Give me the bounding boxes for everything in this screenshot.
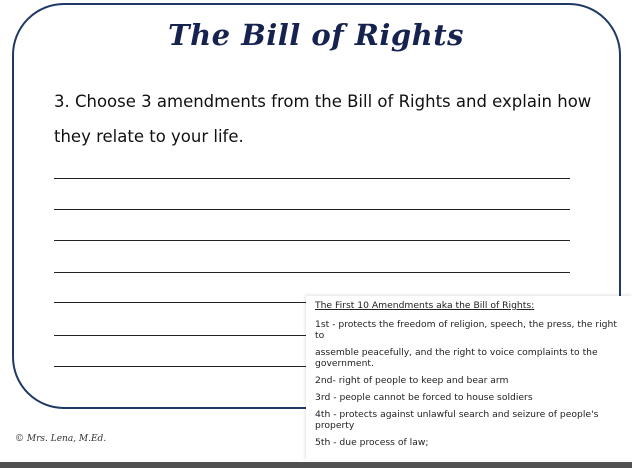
amendment-item: 5th - due process of law; [315,437,429,448]
amendment-item: assemble peacefully, and the right to voice complaints to the government. [315,347,598,369]
amendment-item: 3rd - people cannot be forced to house soldiers [315,392,533,403]
amendments-panel [306,296,632,460]
answer-line [54,272,570,273]
answer-line [54,335,310,336]
bottom-edge-bar [0,462,632,468]
worksheet-title: The Bill of Rights [168,18,464,52]
answer-line [54,178,570,179]
answer-line [54,302,310,303]
amendment-item: 2nd- right of people to keep and bear arm [315,375,509,386]
answer-line [54,366,310,367]
answer-line [54,240,570,241]
question-text: 3. Choose 3 amendments from the Bill of Rights and explain how they relate to your life. [54,92,592,146]
amendment-item: 1st - protects the freedom of religion, speech, the press, the right to [315,319,617,341]
amendments-heading: The First 10 Amendments aka the Bill of Rights: [315,300,535,311]
amendment-item: 4th - protects against unlawful search and seizure of people's property [315,409,599,431]
answer-line [54,209,570,210]
copyright-text: © Mrs. Lena, M.Ed. [15,434,107,444]
